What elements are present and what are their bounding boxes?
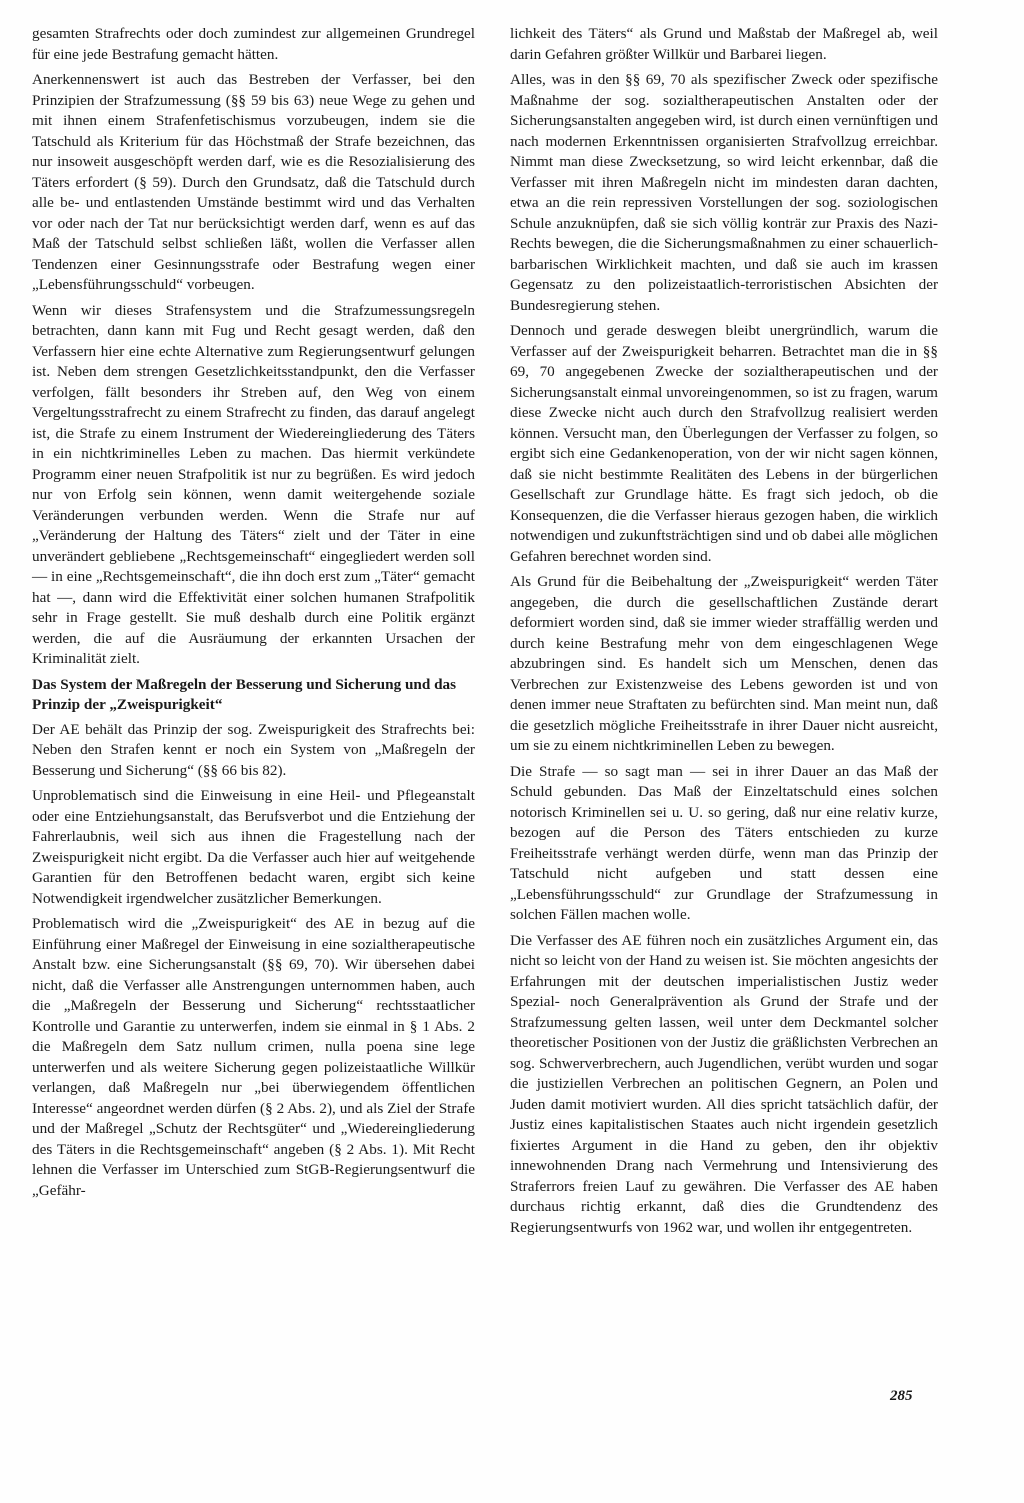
paragraph: Unproblematisch sind die Einweisung in eine Heil- und Pflegeanstalt oder eine Entziehungsanstalt, das Berufsverbot und die Entziehung der Fahrerlaubnis, weil sich aus ihnen die Fragestellung nach der Zweispurigkeit nicht ergibt. Da die Verfasser auch hier auf weitgehende Garantien für den Betroffenen bedacht waren, ergibt sich keine Notwendigkeit irgendwelcher zusätzlicher Bemerkungen. — [32, 787, 475, 907]
paragraph: Dennoch und gerade deswegen bleibt unergründlich, warum die Verfasser auf der Zweispurigkeit beharren. Betrachtet man die in §§ 69, 70 angegebenen Zwecke der sozialtherapeutischen und der Sicherungsanstalt einmal unvoreingenommen, so ist zu fragen, warum diese Zwecke nicht auch durch den Strafvollzug realisiert werden können. Versucht man, den Überlegungen der Verfasser zu folgen, so ergibt sich eine Gedankenoperation, von der wir nicht sagen können, daß sie nicht bestimmte Realitäten des Lebens in der bürgerlichen Gesellschaft zur Grundlage hätte. Es fragt sich jedoch, ob die Konsequenzen, die die Verfasser hieraus gezogen haben, die wirklich notwendigen und zukunftsträchtigen sind und ob dabei alle möglichen Gefahren berechnet worden sind. — [510, 322, 938, 565]
paragraph: lichkeit des Täters“ als Grund und Maßstab der Maßregel ab, weil darin Gefahren größter Willkür und Barbarei liegen. — [510, 25, 938, 63]
paragraph: Die Verfasser des AE führen noch ein zusätzliches Argument ein, das nicht so leicht von der Hand zu weisen ist. Sie möchten angesichts der Erfahrungen mit der deutschen imperialistischen Justiz weder Spezial- noch Generalprävention als Grund der Strafe und der Strafzumessung gelten lassen, weil unter dem Deckmantel solcher theoretischer Positionen von der Justiz die gräßlichsten Verbrechen an sog. Schwerverbrechern, auch Jugendlichen, verübt wurden und sogar die justiziellen Verbrechen an politischen Gegnern, an Polen und Juden damit motiviert wurden. All dies spricht tatsächlich dafür, der Justiz eines kapitalistischen Staates auch nicht irgendein gesetzlich fixiertes Argument in die Hand zu geben, den ihr objektiv innewohnenden Drang nach Vermehrung und Intensivierung des Straferrors freien Lauf zu gewähren. Die Verfasser des AE haben durchaus richtig erkannt, daß dies die Grundtendenz des Regierungsentwurfs von 1962 war, und wollen ihr entgegentreten. — [510, 931, 938, 1236]
paragraph: Als Grund für die Beibehaltung der „Zweispurigkeit“ werden Täter angegeben, die durch die gesellschaftlichen Zustände derart deformiert worden sind, daß sie immer wieder straffällig werden und durch keine Bestrafung mehr von dem eingeschlagenen Wege abzubringen sind. Es handelt sich um Menschen, denen das Verbrechen zur Existenzweise des Lebens geworden ist und von denen immer neue Straftaten zu befürchten sind. Man meint nun, daß die gesetzlich mögliche Freiheitsstrafe in ihrer Dauer nicht ausreicht, um sie zu einem nichtkriminellen Leben zu bewegen. — [510, 573, 938, 754]
paragraph: Wenn wir dieses Strafensystem und die Strafzumessungsregeln betrachten, dann kann mit Fug und Recht gesagt werden, daß den Verfassern hier eine echte Alternative zum Regierungsentwurf gelungen ist. Neben dem strengen Gesetzlichkeitsstandpunkt, den die Verfasser verfolgen, fällt besonders ihr Streben auf, den Weg von einem Vergeltungsstrafrecht zu einem Strafrecht zu finden, das darauf angelegt ist, die Strafe zu einem Instrument der Wiedereingliederung des Täters in ein nichtkriminelles Leben zu machen. Das hiermit verkündete Programm einer neuen Strafpolitik ist nur zu begrüßen. Es wird jedoch nur von Erfolg sein können, wenn damit weitergehende soziale Veränderungen verbunden werden. Wenn die Strafe nur auf „Veränderung der Haltung des Täters“ zielt und der Täter in eine unverändert gebliebene „Rechtsgemeinschaft“ eingegliedert werden soll — in eine „Rechtsgemeinschaft“, die ihn doch erst zum „Täter“ gemacht hat —, dann wird die Effektivität einer solchen humanen Strafpolitik sehr in Frage gestellt. Sie muß deshalb durch eine Politik ergänzt werden, die auf die Ausräumung der erkannten Ursachen der Kriminalität zielt. — [32, 301, 475, 667]
left-column — [32, 24, 475, 1206]
page-number: 285 — [890, 1388, 913, 1404]
section-heading: Das System der Maßregeln der Besserung und Sicherung und das Prinzip der „Zweispurigkeit“ — [32, 675, 457, 713]
paragraph: Anerkennenswert ist auch das Bestreben der Verfasser, bei den Prinzipien der Strafzumessung (§§ 59 bis 63) neue Wege zu gehen und mit ihnen einem Strafenfetischismus vorzubeugen, indem sie die Tatschuld als Kriterium für das Höchstmaß der Strafe bezeichnen, das nur insoweit ausgeschöpft werden darf, wie es die Resozialisierung des Täters erfordert (§ 59). Durch den Grundsatz, daß die Tatschuld durch alle be- und entlastenden Umstände bestimmt wird und das Verhalten vor oder nach der Tat nur berücksichtigt werden darf, wenn es auf das Maß der Tatschuld selbst schließen läßt, wollen die Verfasser allen Tendenzen einer Gesinnungsstrafe oder Bestrafung wegen einer „Lebensführungsschuld“ vorbeugen. — [32, 71, 475, 293]
paragraph: Alles, was in den §§ 69, 70 als spezifischer Zweck oder spezifische Maßnahme der sog. sozialtherapeutischen Anstalten oder der Sicherungsanstalten angegeben wird, ist durch einen vernünftigen und nach modernen Erkenntnissen organisierten Strafvollzug erreichbar. Nimmt man diese Zwecksetzung, so wird leicht erkennbar, daß die Verfasser mit ihren Maßregeln nicht im mindesten daran dachten, etwa an die rein repressiven Vorstellungen der sog. soziologischen Schule anzuknüpfen, daß sie sich völlig konträr zur Praxis des Nazi-Rechts bewegen, die die Sicherungsmaßnahmen zu einer schauerlich-barbarischen Wirklichkeit machten, und daß sie auch im krassen Gegensatz zu den polizeistaatlich-terroristischen Absichten der Bundesregierung stehen. — [510, 71, 938, 314]
paragraph: gesamten Strafrechts oder doch zumindest zur allgemeinen Grundregel für eine jede Bestrafung gemacht hätten. — [32, 25, 475, 63]
right-column — [510, 24, 938, 1243]
paragraph: Die Strafe — so sagt man — sei in ihrer Dauer an das Maß der Schuld gebunden. Das Maß der Einzeltatschuld eines solchen notorisch Kriminellen sei u. U. so gering, daß nur eine relativ kurze, bezogen auf die Person des Täters entschieden zu kurze Freiheitsstrafe verhängt werden dürfe, wenn man das Prinzip der Tatschuld nicht aufgeben und statt dessen eine „Lebensführungsschuld“ zur Grundlage der Strafzumessung in solchen Fällen machen wolle. — [510, 762, 938, 923]
paragraph: Der AE behält das Prinzip der sog. Zweispurigkeit des Strafrechts bei: Neben den Strafen kennt er noch ein System von „Maßregeln der Besserung und Sicherung“ (§§ 66 bis 82). — [32, 720, 475, 779]
paragraph: Problematisch wird die „Zweispurigkeit“ des AE in bezug auf die Einführung einer Maßregel der Einweisung in eine sozialtherapeutische Anstalt bzw. eine Sicherungsanstalt (§§ 69, 70). Wir übersehen dabei nicht, daß die Verfasser alle Anstrengungen unternommen haben, auch die „Maßregeln der Besserung und Sicherung“ rechtsstaatlicher Kontrolle und Garantie zu unterwerfen, indem sie einmal in § 1 Abs. 2 die Maßregeln dem Satz nullum crimen, nulla poena sine lege unterwerfen und als weitere Sicherung gegen polizeistaatliche Willkür verlangen, daß Maßregeln nur „bei überwiegendem öffentlichen Interesse“ angeordnet werden dürfen (§ 2 Abs. 2), und als Ziel der Strafe und der Maßregel „Schutz der Rechtsgüter“ und „Wiedereingliederung des Täters in die Rechtsgemeinschaft“ angeben (§ 2 Abs. 1). Mit Recht lehnen die Verfasser im Unterschied zum StGB-Regierungsentwurf die „Gefähr- — [32, 915, 475, 1199]
